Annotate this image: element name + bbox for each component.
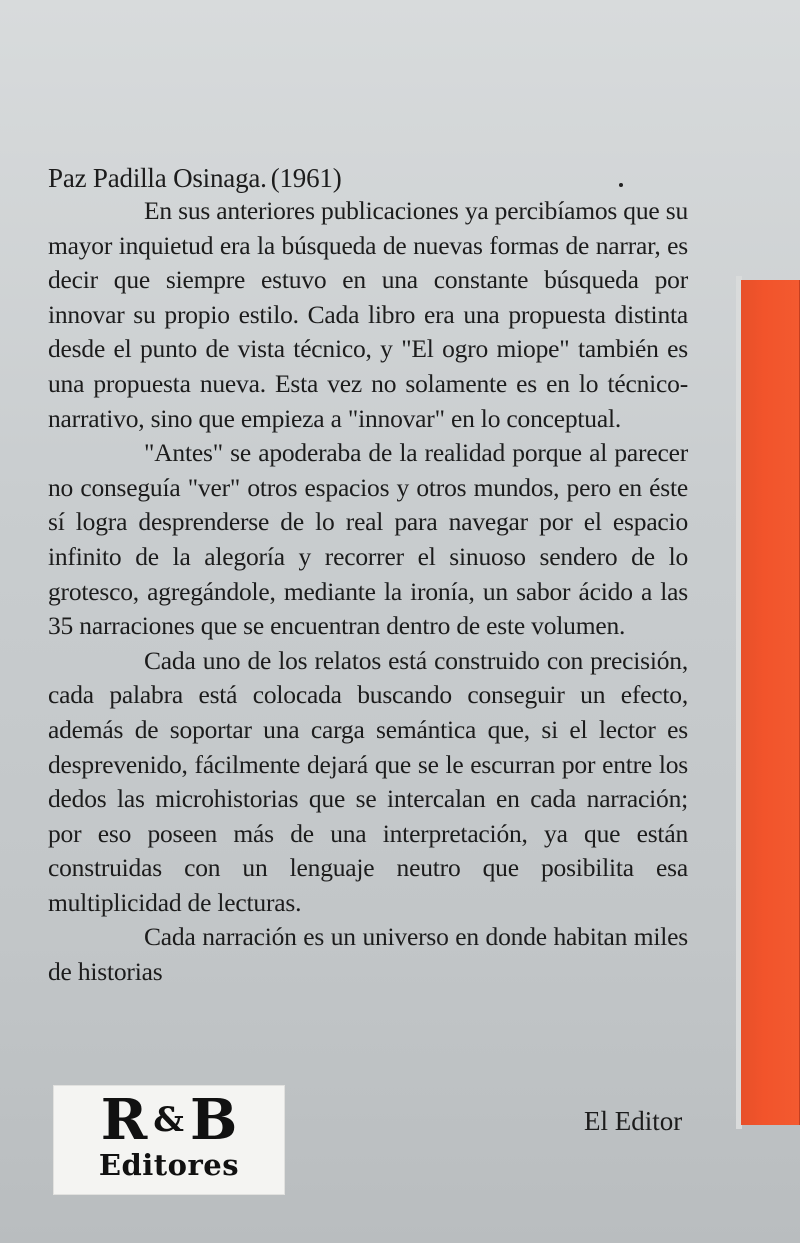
paragraph-1: En sus anteriores publicaciones ya percibíamos que su mayor inquietud era la búsqueda de nuevas formas de narrar, es decir que siempre estuvo en una constante búsqueda por innovar su propio estilo. Cada libro era una propuesta distinta desde el punto de vista técnico, y "El ogro miope" también es una propuesta nueva. Esta vez no solamente es en lo técnico-narrativo, sino que empieza a "innovar" en lo conceptual. bbox=[48, 196, 688, 433]
paragraph-2: "Antes" se apoderaba de la realidad porque al parecer no conseguía "ver" otros espacios y otros mundos, pero en éste sí logra desprenderse de lo real para navegar por el espacio infinito de la alegoría y recorrer el sinuoso sendero de lo grotesco, agregándole, mediante la ironía, un sabor ácido a las 35 narraciones que se encuentran dentro de este volumen. bbox=[48, 438, 688, 641]
publisher-logo bbox=[53, 1085, 285, 1195]
blurb-text bbox=[48, 158, 688, 990]
logo-r: R bbox=[100, 1087, 148, 1153]
orange-accent-panel bbox=[741, 280, 800, 1125]
author-year: (1961) bbox=[270, 163, 342, 193]
logo-b: B bbox=[189, 1087, 238, 1153]
logo-initials bbox=[54, 1087, 284, 1153]
paragraph-4: Cada narración es un universo en donde habitan miles de historias bbox=[48, 922, 688, 987]
editor-signature: El Editor bbox=[584, 1106, 683, 1136]
author-name: Paz Padilla Osinaga. bbox=[48, 163, 267, 193]
author-heading bbox=[48, 158, 688, 198]
paragraph-3: Cada uno de los relatos está construido con precisión, cada palabra está colocada buscando conseguir un efecto, además de soportar una carga semántica que, si el lector es desprevenido, fácilmente dejará que se le escurran por entre los dedos las microhistorias que se intercalan en cada narración; por eso poseen más de una interpretación, ya que están construidas con un lenguaje neutro que posibilita esa multiplicidad de lecturas. bbox=[48, 645, 688, 917]
logo-editores: Editores bbox=[98, 1148, 240, 1182]
logo-ampersand: & bbox=[153, 1100, 184, 1140]
